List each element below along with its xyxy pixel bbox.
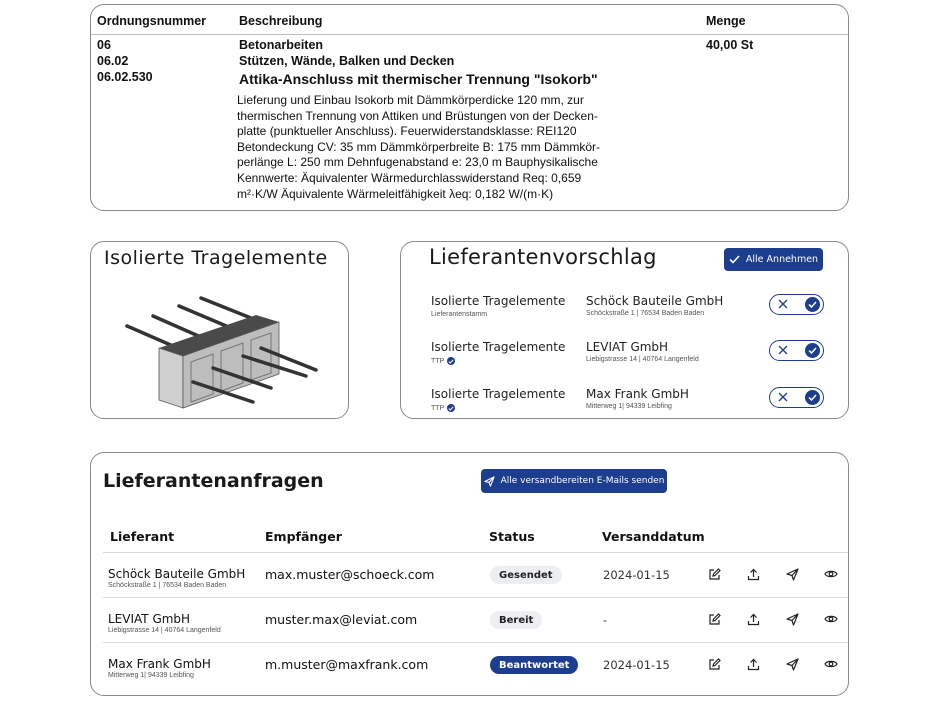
upload-icon[interactable] <box>745 611 761 627</box>
proposal-category: Isolierte Tragelemente <box>431 340 566 354</box>
table-row <box>103 642 849 687</box>
edit-icon[interactable] <box>706 656 722 672</box>
position-card <box>90 4 849 211</box>
table-row <box>103 597 849 642</box>
view-eye-icon[interactable] <box>823 656 839 672</box>
proposal-supplier: LEVIAT GmbH <box>586 340 669 354</box>
accept-reject-toggle[interactable] <box>769 387 824 408</box>
status-badge: Bereit <box>490 611 542 629</box>
accept-check-icon[interactable] <box>805 343 820 358</box>
proposal-supplier: Schöck Bauteile GmbH <box>586 294 724 308</box>
proposal-source-label: TTP <box>431 404 445 412</box>
description-line: Kennwerte: Äquivalenter Wärmedurchlasswiderstand Req: 0,659 <box>237 170 582 185</box>
column-header-recipient[interactable]: Empfänger <box>265 529 342 544</box>
table-row <box>103 552 849 597</box>
view-eye-icon[interactable] <box>823 566 839 582</box>
proposal-category: Isolierte Tragelemente <box>431 387 566 401</box>
status-badge: Gesendet <box>490 566 562 584</box>
row-address: Mitterweg 1| 94339 Leibfing <box>108 672 194 679</box>
row-address: Liebigstrasse 14 | 40764 Langenfeld <box>108 627 221 634</box>
description-line: thermischen Trennung von Attiken und Brüstungen von der Decken- <box>237 108 598 123</box>
row-date: 2024-01-15 <box>603 568 670 582</box>
proposal-title: Lieferantenvorschlag <box>429 245 657 269</box>
accept-all-button[interactable] <box>724 248 823 271</box>
proposal-row <box>401 294 848 324</box>
accept-reject-toggle[interactable] <box>769 294 824 315</box>
proposal-source-label: TTP <box>431 357 445 365</box>
send-all-emails-button[interactable] <box>481 469 667 493</box>
reject-x-icon[interactable] <box>778 392 788 402</box>
isokorb-product-icon <box>121 290 321 415</box>
description-line: m²·K/W Äquivalente Wärmeleitfähigkeit λeq: 0,182 W/(m·K) <box>237 186 554 201</box>
column-header-status[interactable]: Status <box>489 529 535 544</box>
requests-title: Lieferantenanfragen <box>103 470 324 492</box>
edit-icon[interactable] <box>706 566 722 582</box>
send-icon[interactable] <box>784 611 800 627</box>
product-card <box>90 241 349 419</box>
upload-icon[interactable] <box>745 566 761 582</box>
position-group: Betonarbeiten <box>239 38 324 52</box>
supplier-requests-card <box>90 452 849 696</box>
supplier-proposal-card <box>400 241 849 419</box>
position-number-level2: 06.02 <box>97 54 129 68</box>
proposal-source <box>431 311 487 318</box>
reject-x-icon[interactable] <box>778 345 788 355</box>
send-icon <box>484 476 495 487</box>
row-supplier: LEVIAT GmbH <box>108 612 191 626</box>
row-date: - <box>603 613 608 627</box>
proposal-category: Isolierte Tragelemente <box>431 294 566 308</box>
row-address: Schöckstraße 1 | 76534 Baden Baden <box>108 582 227 589</box>
row-email: max.muster@schoeck.com <box>265 567 435 582</box>
proposal-source <box>431 357 455 365</box>
position-description <box>237 93 617 202</box>
check-icon <box>729 255 740 264</box>
proposal-address: Mitterweg 1| 94339 Leibfing <box>586 403 672 410</box>
row-supplier: Schöck Bauteile GmbH <box>108 567 246 581</box>
row-email: muster.max@leviat.com <box>265 612 418 627</box>
description-line: perlänge L: 250 mm Dehnfugenabstand e: 23,0 m Bauphysikalische <box>237 155 598 170</box>
position-table-header <box>91 5 848 35</box>
header-quantity: Menge <box>706 14 746 28</box>
proposal-row <box>401 387 848 417</box>
position-number-level3: 06.02.530 <box>97 70 153 84</box>
accept-check-icon[interactable] <box>805 390 820 405</box>
column-header-supplier[interactable]: Lieferant <box>110 529 175 544</box>
accept-check-icon[interactable] <box>805 297 820 312</box>
view-eye-icon[interactable] <box>823 611 839 627</box>
product-card-title: Isolierte Tragelemente <box>104 247 328 269</box>
description-line: Betondeckung CV: 35 mm Dämmkörperbreite B: 175 mm Dämmkör- <box>237 139 601 154</box>
position-subgroup: Stützen, Wände, Balken und Decken <box>239 54 455 68</box>
proposal-row <box>401 340 848 370</box>
header-number: Ordnungsnummer <box>97 14 207 28</box>
proposal-address: Liebigstrasse 14 | 40764 Langenfeld <box>586 356 699 363</box>
description-line: Lieferung und Einbau Isokorb mit Dämmkörperdicke 120 mm, zur <box>237 93 584 107</box>
proposal-source-label: Lieferantenstamm <box>431 311 488 318</box>
position-quantity: 40,00 St <box>706 38 754 52</box>
column-header-date[interactable]: Versanddatum <box>602 529 705 544</box>
status-badge: Beantwortet <box>490 656 578 674</box>
edit-icon[interactable] <box>706 611 722 627</box>
accept-all-label: Alle Annehmen <box>745 254 819 265</box>
description-line: platte (punktueller Anschluss). Feuerwiderstandsklasse: REI120 <box>237 124 577 139</box>
accept-reject-toggle[interactable] <box>769 340 824 361</box>
proposal-source <box>431 404 455 412</box>
send-icon[interactable] <box>784 566 800 582</box>
verified-icon <box>447 404 455 412</box>
position-title: Attika-Anschluss mit thermischer Trennung "Isokorb" <box>239 71 598 87</box>
send-icon[interactable] <box>784 656 800 672</box>
row-supplier: Max Frank GmbH <box>108 657 211 671</box>
row-date: 2024-01-15 <box>603 658 670 672</box>
reject-x-icon[interactable] <box>778 299 788 309</box>
send-all-label: Alle versandbereiten E-Mails senden <box>500 476 665 486</box>
proposal-address: Schöckstraße 1 | 76534 Baden Baden <box>586 310 705 317</box>
row-email: m.muster@maxfrank.com <box>265 657 429 672</box>
header-description: Beschreibung <box>239 14 323 28</box>
upload-icon[interactable] <box>745 656 761 672</box>
verified-icon <box>447 357 455 365</box>
position-number-level1: 06 <box>97 38 111 52</box>
proposal-supplier: Max Frank GmbH <box>586 387 689 401</box>
